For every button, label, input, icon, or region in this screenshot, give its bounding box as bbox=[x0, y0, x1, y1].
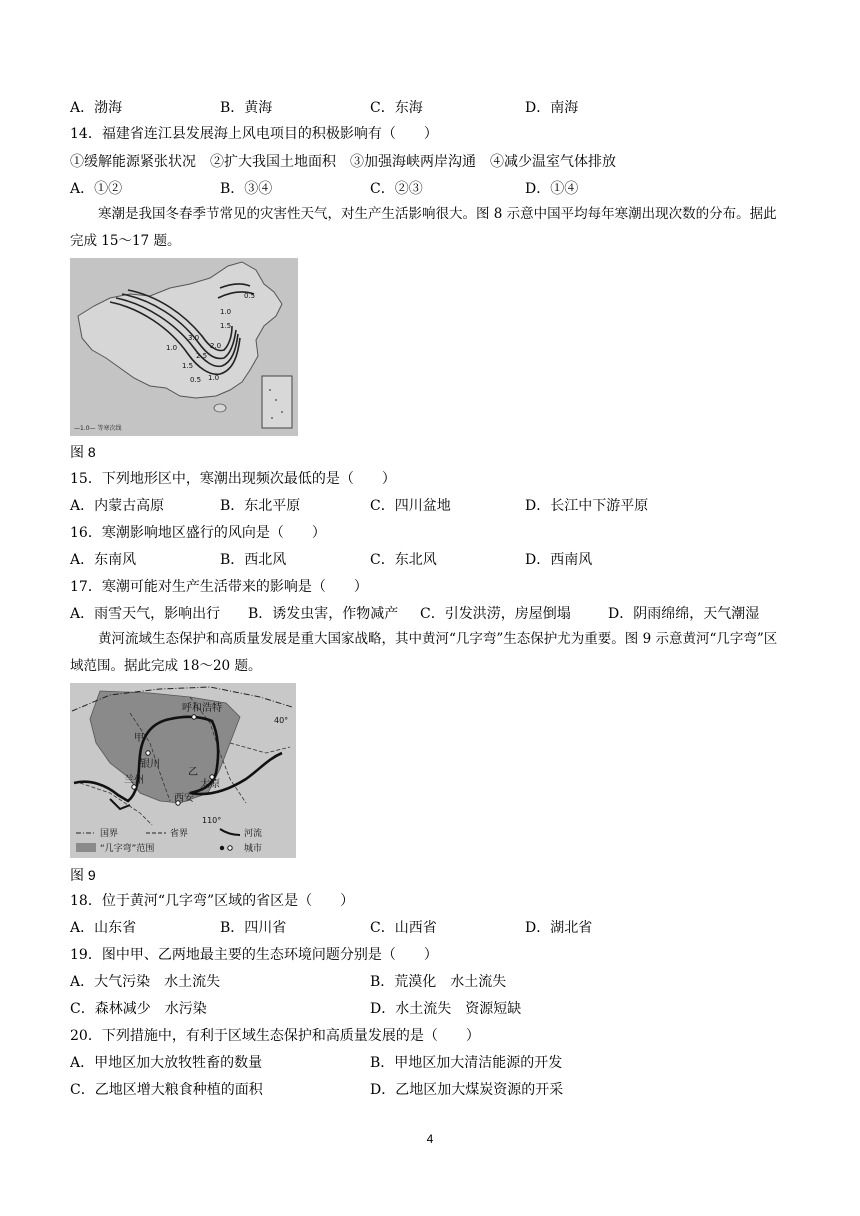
yellow-river-map-svg bbox=[70, 683, 296, 858]
q18-stem: 18．位于黄河“几字弯”区域的省区是（ ） bbox=[70, 893, 355, 909]
isoline-label: 2.5 bbox=[196, 352, 208, 360]
q20-option-b: B．甲地区加大清洁能源的开发 bbox=[370, 1055, 563, 1071]
isoline-label: 1.0 bbox=[208, 374, 220, 382]
label-hohhot: 呼和浩特 bbox=[182, 703, 222, 714]
label-taiyuan: 太原 bbox=[200, 779, 220, 790]
q13-option-a: A．渤海 bbox=[70, 100, 123, 116]
label-jia: 甲 bbox=[134, 733, 144, 744]
figure-8-map bbox=[70, 258, 298, 436]
q16-stem: 16．寒潮影响地区盛行的风向是（ ） bbox=[70, 525, 326, 541]
q13-option-b: B．黄海 bbox=[220, 100, 273, 116]
q15-option-d: D．长江中下游平原 bbox=[525, 498, 649, 514]
cold-wave-map-svg bbox=[70, 258, 298, 436]
legend-region: “几字弯”范围 bbox=[100, 844, 155, 854]
page-number: 4 bbox=[426, 1132, 434, 1146]
q13-option-d: D．南海 bbox=[525, 100, 579, 116]
q20-option-c: C．乙地区增大粮食种植的面积 bbox=[70, 1082, 263, 1098]
q14-stem: 14．福建省连江县发展海上风电项目的积极影响有（ ） bbox=[70, 126, 438, 142]
legend-national-border: 国界 bbox=[100, 829, 119, 839]
figure-8-caption: 图 8 bbox=[70, 444, 96, 460]
passage-yellow-river: 黄河流域生态保护和高质量发展是重大国家战略，其中黄河“几字弯”生态保护尤为重要。图 9 示意黄河“几字弯”区域范围。据此完成 18～20 题。 bbox=[70, 631, 778, 674]
q14-option-d: D．①④ bbox=[525, 181, 579, 197]
q19-option-d: D．水土流失 资源短缺 bbox=[370, 1001, 522, 1017]
q16-option-a: A．东南风 bbox=[70, 552, 137, 568]
hainan-island bbox=[214, 404, 226, 412]
q14-option-a: A．①② bbox=[70, 181, 123, 197]
isoline-label: 1.0 bbox=[166, 344, 178, 352]
passage-cold-wave: 寒潮是我国冬春季节常见的灾害性天气，对生产生活影响很大。图 8 示意中国平均每年寒潮出现次数的分布。据此完成 15～17 题。 bbox=[70, 206, 777, 249]
figure8-legend: —1.0— 等寒次线 bbox=[74, 425, 122, 432]
q15-stem: 15．下列地形区中，寒潮出现频次最低的是（ ） bbox=[70, 471, 396, 487]
south-china-sea-inset bbox=[262, 376, 292, 428]
q19-option-b: B．荒漠化 水土流失 bbox=[370, 974, 507, 990]
q18-option-a: A．山东省 bbox=[70, 920, 137, 936]
isoline-label: 3.0 bbox=[188, 334, 200, 342]
q13-option-c: C．东海 bbox=[370, 100, 423, 116]
isoline-label: 2.0 bbox=[210, 342, 222, 350]
q18-option-c: C．山西省 bbox=[370, 920, 437, 936]
q16-option-d: D．西南风 bbox=[525, 552, 593, 568]
q17-option-c: C．引发洪涝，房屋倒塌 bbox=[420, 606, 571, 622]
label-yinchuan: 银川 bbox=[140, 759, 160, 770]
q15-option-a: A．内蒙古高原 bbox=[70, 498, 165, 514]
q19-stem: 19．图中甲、乙两地最主要的生态环境问题分别是（ ） bbox=[70, 947, 438, 963]
q16-option-b: B．西北风 bbox=[220, 552, 287, 568]
isoline-label: 1.5 bbox=[182, 362, 194, 370]
isoline-label: 1.0 bbox=[220, 308, 232, 316]
figure-9-caption: 图 9 bbox=[70, 867, 96, 883]
label-yi: 乙 bbox=[188, 767, 198, 778]
q14-option-c: C．②③ bbox=[370, 181, 423, 197]
q14-option-b: B．③④ bbox=[220, 181, 273, 197]
legend-river: 河流 bbox=[244, 829, 263, 839]
q17-option-a: A．雨雪天气，影响出行 bbox=[70, 606, 221, 622]
q18-option-b: B．四川省 bbox=[220, 920, 287, 936]
q17-option-d: D．阴雨绵绵，天气潮湿 bbox=[608, 606, 760, 622]
isoline-label: 0.5 bbox=[244, 292, 256, 300]
legend-city: 城市 bbox=[244, 844, 263, 854]
legend-provincial-border: 省界 bbox=[170, 829, 189, 839]
q19-option-a: A．大气污染 水土流失 bbox=[70, 974, 221, 990]
q17-stem: 17．寒潮可能对生产生活带来的影响是（ ） bbox=[70, 579, 368, 595]
label-latitude: 40° bbox=[274, 716, 289, 725]
q16-option-c: C．东北风 bbox=[370, 552, 437, 568]
q19-option-c: C．森林减少 水污染 bbox=[70, 1001, 207, 1017]
figure9-legend bbox=[70, 825, 296, 858]
q17-option-b: B．诱发虫害，作物减产 bbox=[248, 606, 399, 622]
q18-option-d: D．湖北省 bbox=[525, 920, 593, 936]
figure-9-map bbox=[70, 683, 296, 858]
q20-option-d: D．乙地区加大煤炭资源的开采 bbox=[370, 1082, 564, 1098]
q15-option-b: B．东北平原 bbox=[220, 498, 301, 514]
q14-items: ①缓解能源紧张状况 ②扩大我国土地面积 ③加强海峡两岸沟通 ④减少温室气体排放 bbox=[70, 154, 616, 170]
q15-option-c: C．四川盆地 bbox=[370, 498, 451, 514]
isoline-label: 0.5 bbox=[190, 376, 202, 384]
isoline-label: 1.5 bbox=[220, 322, 232, 330]
label-xian: 西安 bbox=[174, 793, 194, 804]
label-longitude: 110° bbox=[202, 816, 222, 825]
label-lanzhou: 兰州 bbox=[124, 775, 144, 786]
q20-stem: 20．下列措施中，有利于区域生态保护和高质量发展的是（ ） bbox=[70, 1028, 480, 1044]
q20-option-a: A．甲地区加大放牧牲畜的数量 bbox=[70, 1055, 263, 1071]
